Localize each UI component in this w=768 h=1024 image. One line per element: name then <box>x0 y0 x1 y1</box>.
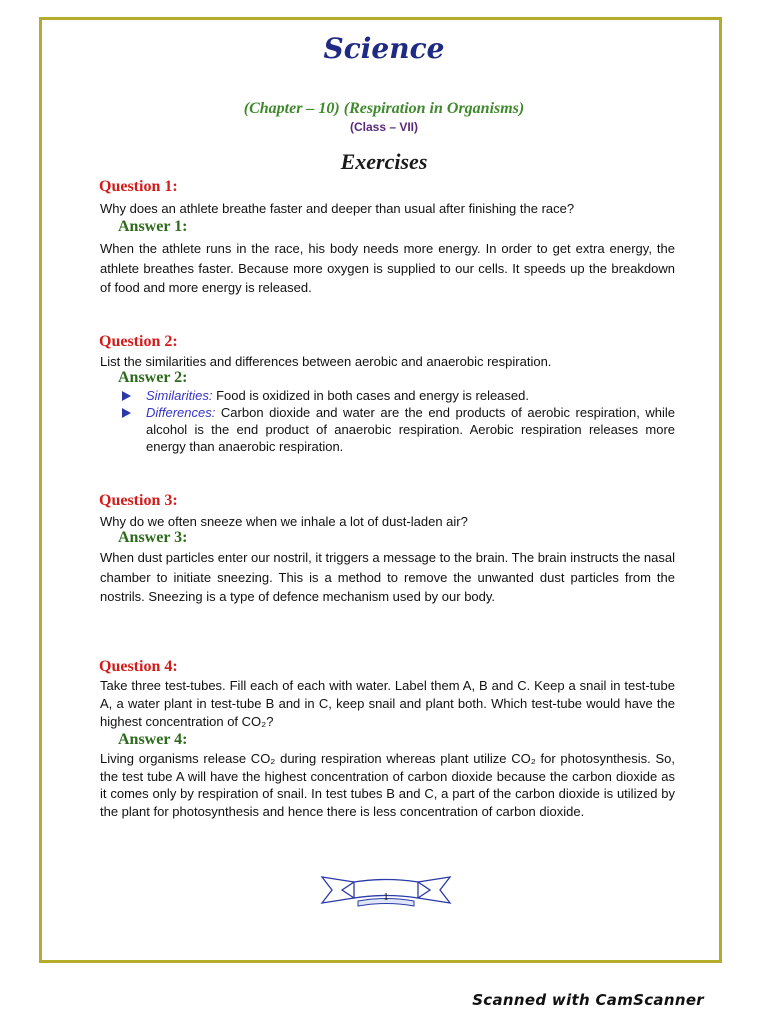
answer-4-heading: Answer 4: <box>118 731 188 748</box>
answer-1-text: When the athlete runs in the race, his body needs more energy. In order to get extra energy, the athlete breathes faster. Because more oxygen is supplied to our cells. It speeds up the breakdown of food and more energy is released. <box>100 241 675 295</box>
answer-2-heading: Answer 2: <box>118 369 188 386</box>
question-3-heading: Question 3: <box>99 492 178 509</box>
bullet-term: Differences: <box>146 405 216 420</box>
chapter-heading: (Chapter – 10) (Respiration in Organisms) <box>243 100 525 117</box>
list-item <box>120 404 675 455</box>
question-2-text: List the similarities and differences between aerobic and anaerobic respiration. <box>100 354 552 369</box>
section-heading: Exercises <box>340 149 428 174</box>
page-number: 1 <box>383 891 389 903</box>
bullet-term: Similarities: <box>146 388 213 403</box>
question-1-text: Why does an athlete breathe faster and deeper than usual after finishing the race? <box>100 201 575 216</box>
page-title: Science <box>323 32 445 65</box>
list-item <box>120 387 675 404</box>
question-1-heading: Question 1: <box>99 178 178 195</box>
answer-3-text: When dust particles enter our nostril, it triggers a message to the brain. The brain instructs the nasal chamber to initiate sneezing. This is a method to remove the unwanted dust particles from the nostrils. Sneezing is a type of defence mechanism used by our body. <box>100 550 675 604</box>
answer-2-list <box>120 387 675 455</box>
question-3-text: Why do we often sneeze when we inhale a lot of dust-laden air? <box>100 514 468 529</box>
bullet-text: Food is oxidized in both cases and energy is released. <box>212 388 529 403</box>
answer-4-text: Living organisms release CO₂ during respiration whereas plant utilize CO₂ for photosynthesis. So, the test tube A will have the highest concentration of carbon dioxide because the carbon dioxide as it comes only by respiration of snail. In test tubes B and C, a part of the carbon dioxide is utilized by the plant for photosynthesis and hence there is less concentration of carbon dioxide. <box>100 751 675 819</box>
scanner-watermark: Scanned with CamScanner <box>472 991 704 1009</box>
question-2-heading: Question 2: <box>99 333 178 350</box>
class-label: (Class – VII) <box>349 120 419 134</box>
answer-1-heading: Answer 1: <box>118 218 188 235</box>
question-4-heading: Question 4: <box>99 658 178 675</box>
arrow-bullet-icon <box>122 391 131 401</box>
answer-3-heading: Answer 3: <box>118 529 188 546</box>
arrow-bullet-icon <box>122 408 131 418</box>
bullet-text: Carbon dioxide and water are the end products of aerobic respiration, while alcohol is the end product of anaerobic respiration. Aerobic respiration releases more energy than anaerobic respiration. <box>146 405 675 454</box>
question-4-text: Take three test-tubes. Fill each of each with water. Label them A, B and C. Keep a snail in test-tube A, a water plant in test-tube B and in C, keep snail and plant both. Which test-tube would have the highest concentration of CO₂? <box>100 678 675 729</box>
